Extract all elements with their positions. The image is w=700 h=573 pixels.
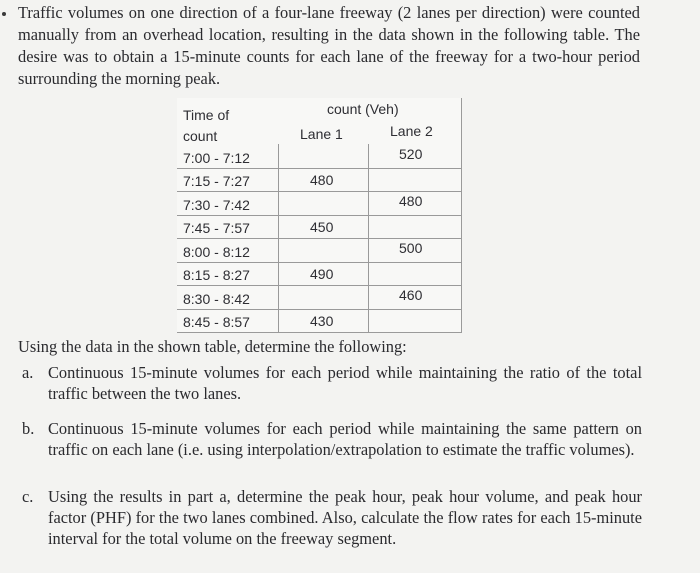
row-lane2: 460 [399,287,423,303]
header-lane-2: Lane 2 [390,123,433,139]
question-a [22,362,642,404]
row-lane1: 490 [310,266,334,282]
row-divider [177,262,461,263]
row-time: 7:15 - 7:27 [183,173,250,189]
question-marker: b. [22,419,35,438]
header-time-of: Time of [183,107,230,123]
row-lane1: 430 [310,313,334,329]
traffic-count-table [177,98,462,333]
question-marker: c. [22,487,34,506]
row-time: 8:00 - 8:12 [183,244,250,260]
question-text: Continuous 15-minute volumes for each period while maintaining the same pattern on traffic on each lane (i.e. using interpolation/extrapolation to estimate the traffic volumes). [48,419,642,459]
header-lane-1: Lane 1 [300,126,343,142]
row-time: 8:45 - 8:57 [183,314,250,330]
row-divider [177,309,461,310]
row-lane1: 480 [310,172,334,188]
row-divider [177,168,461,169]
question-c [22,486,642,549]
bullet-dot [2,12,6,16]
row-time: 8:15 - 8:27 [183,267,250,283]
row-time: 7:30 - 7:42 [183,197,250,213]
row-time: 7:00 - 7:12 [183,150,250,166]
question-text: Using the results in part a, determine the peak hour, peak hour volume, and peak hour factor (PHF) for the two lanes combined. Also, calculate the flow rates for each 15-minute interval for the total volume on the freeway segment. [48,487,642,548]
row-lane2: 480 [399,193,423,209]
row-time: 8:30 - 8:42 [183,291,250,307]
question-text: Continuous 15-minute volumes for each period while maintaining the ratio of the total traffic between the two lanes. [48,363,642,403]
row-time: 7:45 - 7:57 [183,220,250,236]
row-lane1: 450 [310,219,334,235]
column-divider [368,144,369,332]
header-count-veh: count (Veh) [327,101,399,117]
problem-intro: Traffic volumes on one direction of a four-lane freeway (2 lanes per direction) were counted manually from an overhead location, resulting in the data shown in the following table. The desire was to obtain a 15-minute counts for each lane of the freeway for a two-hour period surrounding the morning peak. [18,3,640,88]
question-marker: a. [22,363,34,382]
column-divider [278,144,279,332]
row-divider [177,215,461,216]
row-lane2: 520 [399,146,423,162]
question-b [22,418,642,460]
header-count: count [183,128,218,144]
instructions-line: Using the data in the shown table, determine the following: [18,337,407,356]
row-lane2: 500 [399,240,423,256]
